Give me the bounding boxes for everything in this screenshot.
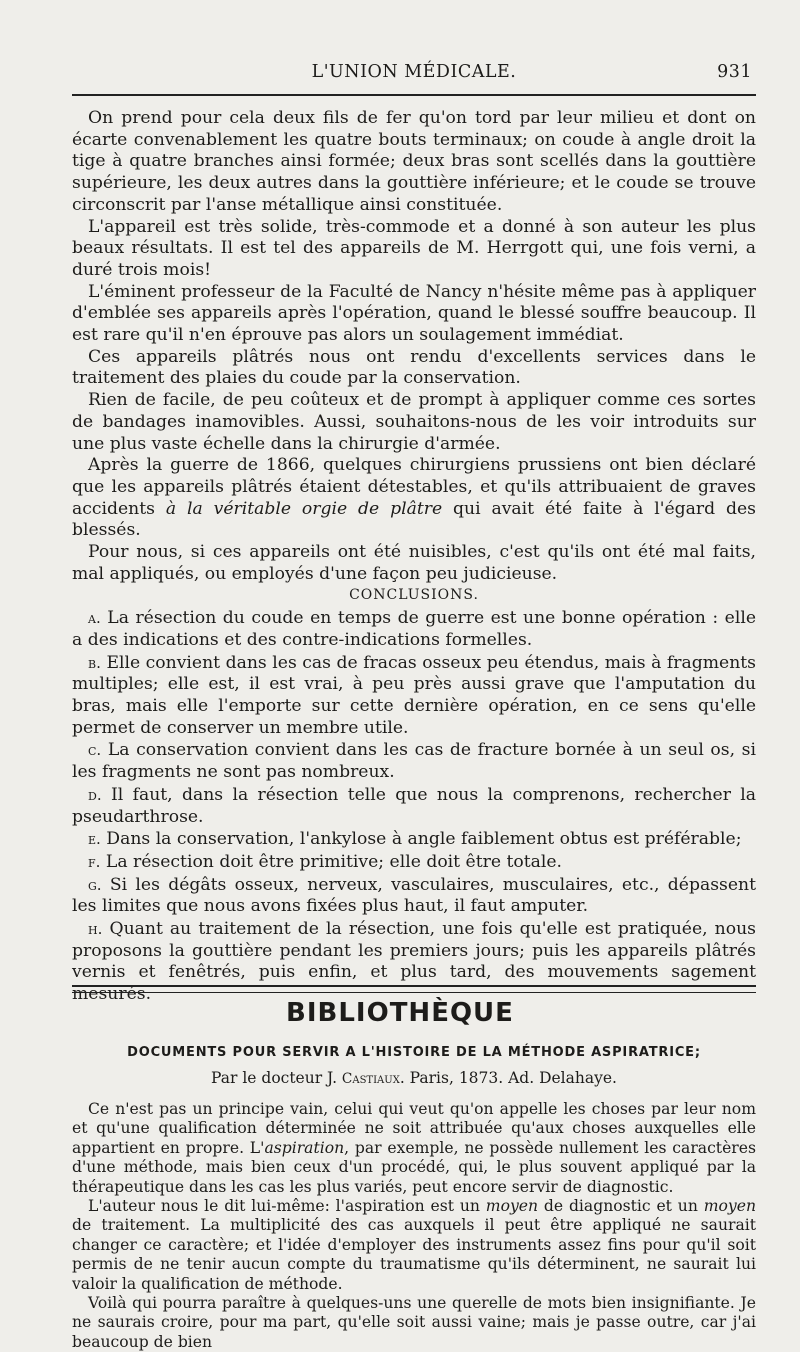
item-text: Il faut, dans la résection telle que nous la comprenons, rechercher la pseudarthrose. [72,784,756,827]
conclusion-item-c [72,740,756,783]
section-divider [72,985,756,993]
text-span: Ce n'est pas un principe vain, celui qui veut qu'on appelle les choses par leur nom et qu'une qualification déterminée ne soit attribuée qu'aux choses auxquelles elle appartient en propre. L' [72,1100,756,1157]
conclusion-item-e [72,829,756,851]
item-letter: e. [88,830,101,849]
review-body [72,1100,756,1352]
conclusion-item-b [72,653,756,740]
review-heading: DOCUMENTS POUR SERVIR A L'HISTOIRE DE LA MÉTHODE ASPIRATRICE; [127,1045,701,1060]
header-rule [72,94,756,96]
item-text: La résection du coude en temps de guerre est une bonne opération : elle a des indications et des contre-indications formelles. [72,608,756,650]
italic-term: aspiration [264,1138,345,1157]
paragraph: Ces appareils plâtrés nous ont rendu d'excellents services dans le traitement des plaies du coude par la conservation. [72,346,756,389]
review-paragraph: Voilà qui pourra paraître à quelques-uns une querelle de mots bien insignifiante. Je ne saurais croire, pour ma part, qu'elle soit aussi vaine; mais je passe outre, car j'ai beaucoup de bien [72,1294,756,1351]
paragraph: Pour nous, si ces appareils ont été nuisibles, c'est qu'ils ont été mal faits, mal appliqués, ou employés d'une façon peu judicieuse. [72,542,756,584]
paragraph: L'éminent professeur de la Faculté de Nancy n'hésite même pas à appliquer d'emblée ses appareils après l'opération, quand le blessé souffre beaucoup. Il est rare qu'il n'en éprouve pas alors un soulagement immédiat. [72,281,756,346]
conclusion-item-d [72,785,756,828]
review-byline [72,1069,756,1087]
page-number: 931 [717,62,752,82]
review-paragraph [72,1100,756,1197]
italic-quote: à la véritable orgie de plâtre [165,498,443,519]
item-letter: g. [88,875,102,894]
text-span: de diagnostic et un [538,1197,704,1216]
item-letter: h. [88,920,103,939]
item-text: La conservation convient dans les cas de fracture bornée à un seul os, si les fragments ne sont pas nombreux. [72,740,756,783]
text-span: L'auteur nous le dit lui-même: l'aspiration est un [88,1197,486,1216]
paragraph: Rien de facile, de peu coûteux et de prompt à appliquer comme ces sortes de bandages inamovibles. Aussi, souhaitons-nous de les voir introduits sur une plus vaste échelle dans la chirurgie d'armée. [72,390,756,454]
text-span: de traitement. La multiplicité des cas auxquels il peut être appliqué ne saurait changer ce caractère; et l'idée d'employer des instruments assez fins pour qu'il soit permis de ne tenir aucun compte du traumatisme qu'ils déterminent, ne saurait lui valoir la qualification de méthode. [72,1216,756,1293]
conclusion-item-g [72,875,756,918]
author-name: Castiaux [341,1071,400,1087]
paragraph: L'appareil est très solide, très-commode et a donné à son auteur les plus beaux résultats. Il est tel des appareils de M. Herrgott qui, une fois verni, a duré trois mois! [72,216,756,280]
running-head [72,62,756,90]
item-letter: a. [88,609,101,628]
item-letter: c. [88,741,102,760]
item-text: Si les dégâts osseux, nerveux, vasculaires, musculaires, etc., dépassent les limites que nous avons fixées plus haut, il faut amputer. [72,874,756,917]
byline-suffix: . Paris, 1873. Ad. Delahaye. [399,1069,617,1087]
conclusion-item-a [72,608,756,651]
paragraph: On prend pour cela deux fils de fer qu'on tord par leur milieu et dont on écarte convenablement les quatre bouts terminaux; on coude à angle droit la tige à quatre branches ainsi formée; deux bras sont scellés dans la gouttière supérieure, les deux autres dans la gouttière inférieure; et le coude se trouve circonscrit par l'anse métallique ainsi constituée. [72,108,756,215]
item-letter: b. [88,653,101,672]
item-letter: d. [88,785,102,804]
conclusions-heading: CONCLUSIONS. [349,587,479,604]
text-span: Après la guerre de 1866, quelques chirurgiens prussiens ont bien déclaré que les appareils plâtrés étaient détestables, et qu'ils attribuaient de graves accidents [72,455,756,519]
review-paragraph [72,1197,756,1294]
section-title-bibliotheque: BIBLIOTHÈQUE [286,998,514,1028]
item-letter: f. [88,852,101,871]
italic-term: moyen [485,1197,539,1216]
text-span: qui avait été faite à l'égard des blessés. [72,498,756,541]
item-text: Quant au traitement de la résection, une fois qu'elle est pratiquée, nous proposons la gouttière pendant les premiers jours; puis les appareils plâtrés vernis et fenêtrés, puis enfin, et plus tard, des mouvements sagement mesurés. [72,919,756,1005]
paragraph-1866 [72,455,756,542]
italic-term: moyen [703,1197,756,1216]
item-text: Dans la conservation, l'ankylose à angle faiblement obtus est préférable; [100,829,742,850]
byline-prefix: Par le docteur J. [211,1069,342,1087]
item-text: La résection doit être primitive; elle doit être totale. [100,851,563,872]
item-text: Elle convient dans les cas de fracas osseux peu étendus, mais à fragments multiples; elle est, il est vrai, à peu près aussi grave que l'amputation du bras, mais elle l'emporte sur cette dernière opération, en ce sens qu'elle permet de conserver un membre utile. [72,652,756,738]
article-body [72,108,756,1006]
conclusion-item-f [72,852,756,874]
journal-title: L'UNION MÉDICALE. [311,62,517,82]
text-span: , par exemple, ne possède nullement les caractères d'une méthode, mais bien ceux d'un procédé, qui, le plus souvent appliqué par la thérapeutique dans les cas les plus variés, peut encore servir de diagnostic. [72,1138,756,1196]
